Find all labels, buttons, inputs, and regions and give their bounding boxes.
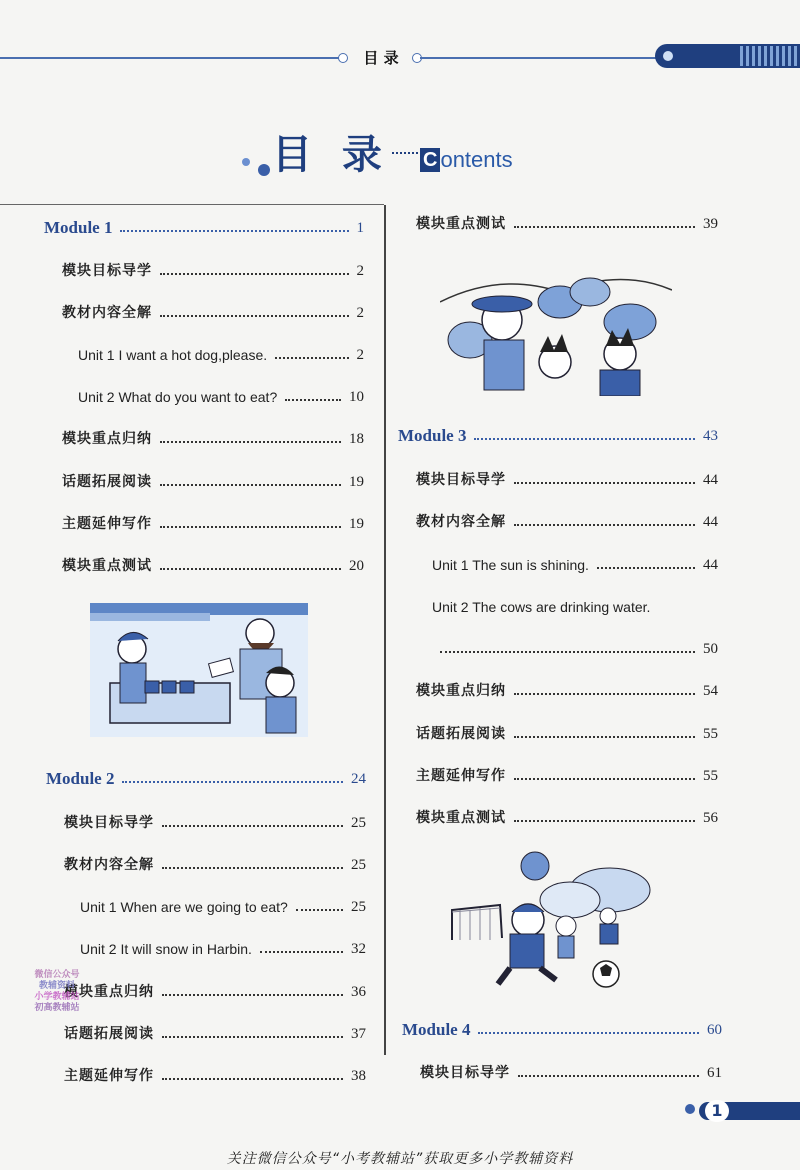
toc-item-continued[interactable]: 50: [440, 640, 718, 658]
heading-cn: 目 录: [272, 132, 390, 178]
toc-item[interactable]: 模块重点测试 20: [62, 558, 364, 574]
toc-module[interactable]: Module 2 24: [46, 769, 366, 788]
toc-item[interactable]: Unit 2 The cows are drinking water.: [432, 599, 651, 615]
toc-item[interactable]: 主题延伸写作 38: [64, 1068, 366, 1084]
toc-item[interactable]: 主题延伸写作 19: [62, 516, 364, 532]
hiking-illustration: [440, 262, 672, 396]
toc-item[interactable]: Unit 2 What do you want to eat? 10: [78, 389, 364, 405]
toc-item[interactable]: 主题延伸写作 55: [416, 768, 718, 784]
toc-item[interactable]: 模块目标导学 2: [62, 263, 364, 279]
header-bar: [0, 44, 800, 74]
toc-item[interactable]: 教材内容全解 25: [64, 857, 366, 873]
toc-item[interactable]: 教材内容全解 2: [62, 305, 364, 321]
toc-item[interactable]: 模块重点归纳 54: [416, 683, 718, 699]
toc-item[interactable]: 模块重点测试 56: [416, 810, 718, 826]
page-number: 1: [705, 1100, 729, 1122]
toc-item[interactable]: 模块目标导学 61: [420, 1065, 722, 1081]
toc-module[interactable]: Module 4 60: [402, 1020, 722, 1039]
header-title: 目 录: [363, 49, 399, 67]
page-number-band: [685, 1100, 800, 1122]
toc-item[interactable]: 话题拓展阅读 37: [64, 1026, 366, 1042]
toc-item[interactable]: Unit 1 When are we going to eat? 25: [80, 899, 366, 915]
footer-note: 关注微信公众号“小考教辅站”获取更多小学教辅资料: [226, 1151, 574, 1167]
toc-module[interactable]: Module 1 1: [44, 218, 364, 237]
heading-en-initial: C: [420, 148, 440, 172]
watermark-stamp: 微信公众号 教辅资料 小学教辅站 初高教辅站: [34, 970, 80, 1013]
top-rule: [0, 204, 384, 205]
toc-item[interactable]: 模块目标导学 44: [416, 472, 718, 488]
toc-item[interactable]: 教材内容全解 44: [416, 514, 718, 530]
toc-item[interactable]: 模块重点归纳 36: [64, 984, 366, 1000]
toc-item[interactable]: 模块目标导学 25: [64, 815, 366, 831]
toc-item[interactable]: Unit 1 I want a hot dog,please. 2: [78, 347, 364, 363]
soccer-illustration: [440, 850, 660, 990]
toc-item[interactable]: 模块重点归纳 18: [62, 431, 364, 447]
toc-item[interactable]: 模块重点测试 39: [416, 216, 718, 232]
toc-item[interactable]: Unit 1 The sun is shining. 44: [432, 557, 718, 573]
toc-item[interactable]: 话题拓展阅读 19: [62, 474, 364, 490]
toc-item[interactable]: Unit 2 It will snow in Harbin. 32: [80, 941, 366, 957]
contents-heading: [230, 130, 530, 190]
heading-en-rest: ontents: [440, 147, 513, 172]
toc-module[interactable]: Module 3 43: [398, 426, 718, 445]
heading-en: [420, 148, 513, 172]
shop-illustration: [90, 603, 308, 737]
column-divider: [384, 205, 386, 1055]
toc-item[interactable]: 话题拓展阅读 55: [416, 726, 718, 742]
